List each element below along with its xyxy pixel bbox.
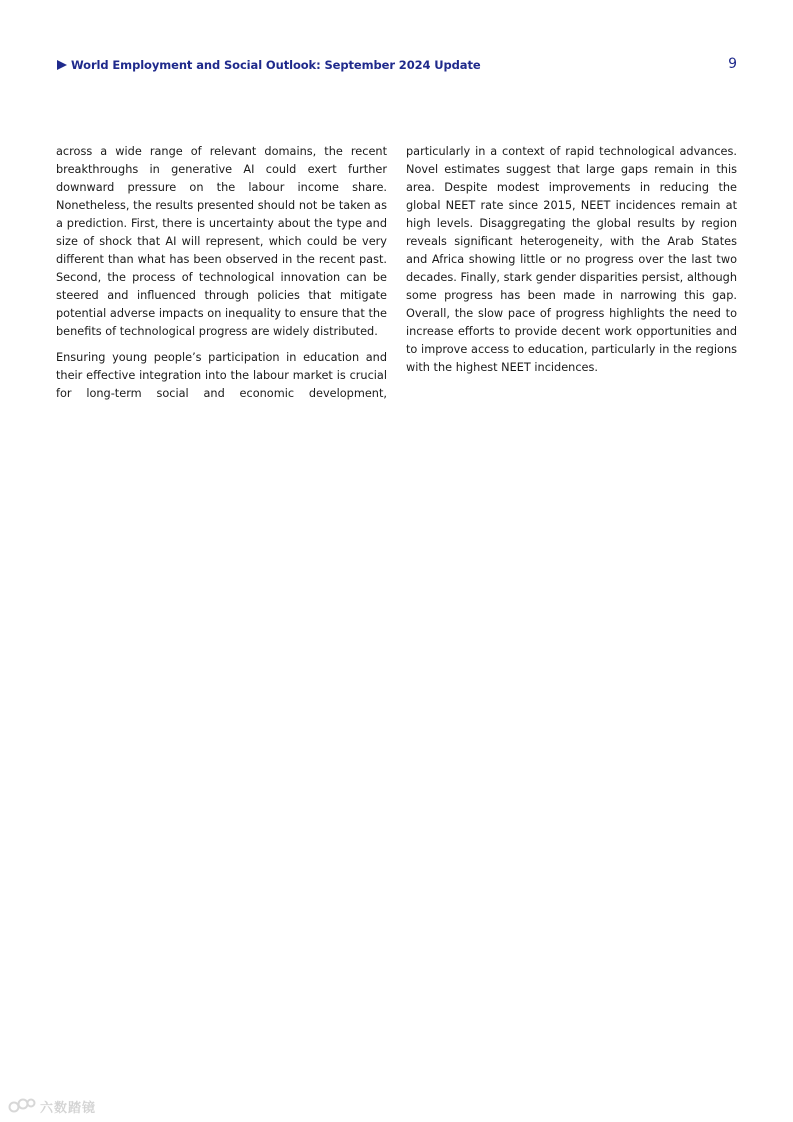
paragraph: across a wide range of relevant domains, the recent breakthroughs in generative AI could exert further downward pressure on the labour income share. Nonetheless, the results presented should not be taken as a prediction. First, there is uncertainty about the type and size of shock that AI will represent, which could be very different than what has been observed in the recent past. Second, the process of technological innovation can be steered and influenced through policies that mitigate potential adverse impacts on inequality to ensure that the benefits of technological progress are widely distributed.	[56, 145, 387, 338]
page-number: 9	[728, 56, 737, 72]
paragraph: particularly in a context of rapid technological advances. Novel estimates suggest that large gaps remain in this area. Despite modest improvements in reducing the global NEET rate since 2015, NEET incidences remain at high levels. Disaggregating the global results by region reveals significant heterogeneity, with the Arab States and Africa showing little or no progress over the last two decades. Finally, stark gender disparities persist, although some progress has been made in narrowing this gap. Overall, the slow pace of progress highlights the need to increase efforts to provide decent work opportunities and to improve access to education, particularly in the regions with the highest NEET incidences.	[406, 145, 737, 374]
page-header	[57, 56, 737, 76]
paragraph: Ensuring young people’s participation in education and their effective integration into the labour market is crucial for long-term social and economic development,	[56, 351, 387, 400]
watermark-text: 六数踏镜	[40, 1100, 97, 1116]
report-title: World Employment and Social Outlook: September 2024 Update	[71, 58, 481, 72]
left-column	[56, 143, 387, 411]
right-column	[406, 143, 737, 385]
watermark	[8, 1096, 96, 1116]
play-arrow-icon	[57, 60, 67, 70]
watermark-logo-icon	[8, 1097, 36, 1115]
